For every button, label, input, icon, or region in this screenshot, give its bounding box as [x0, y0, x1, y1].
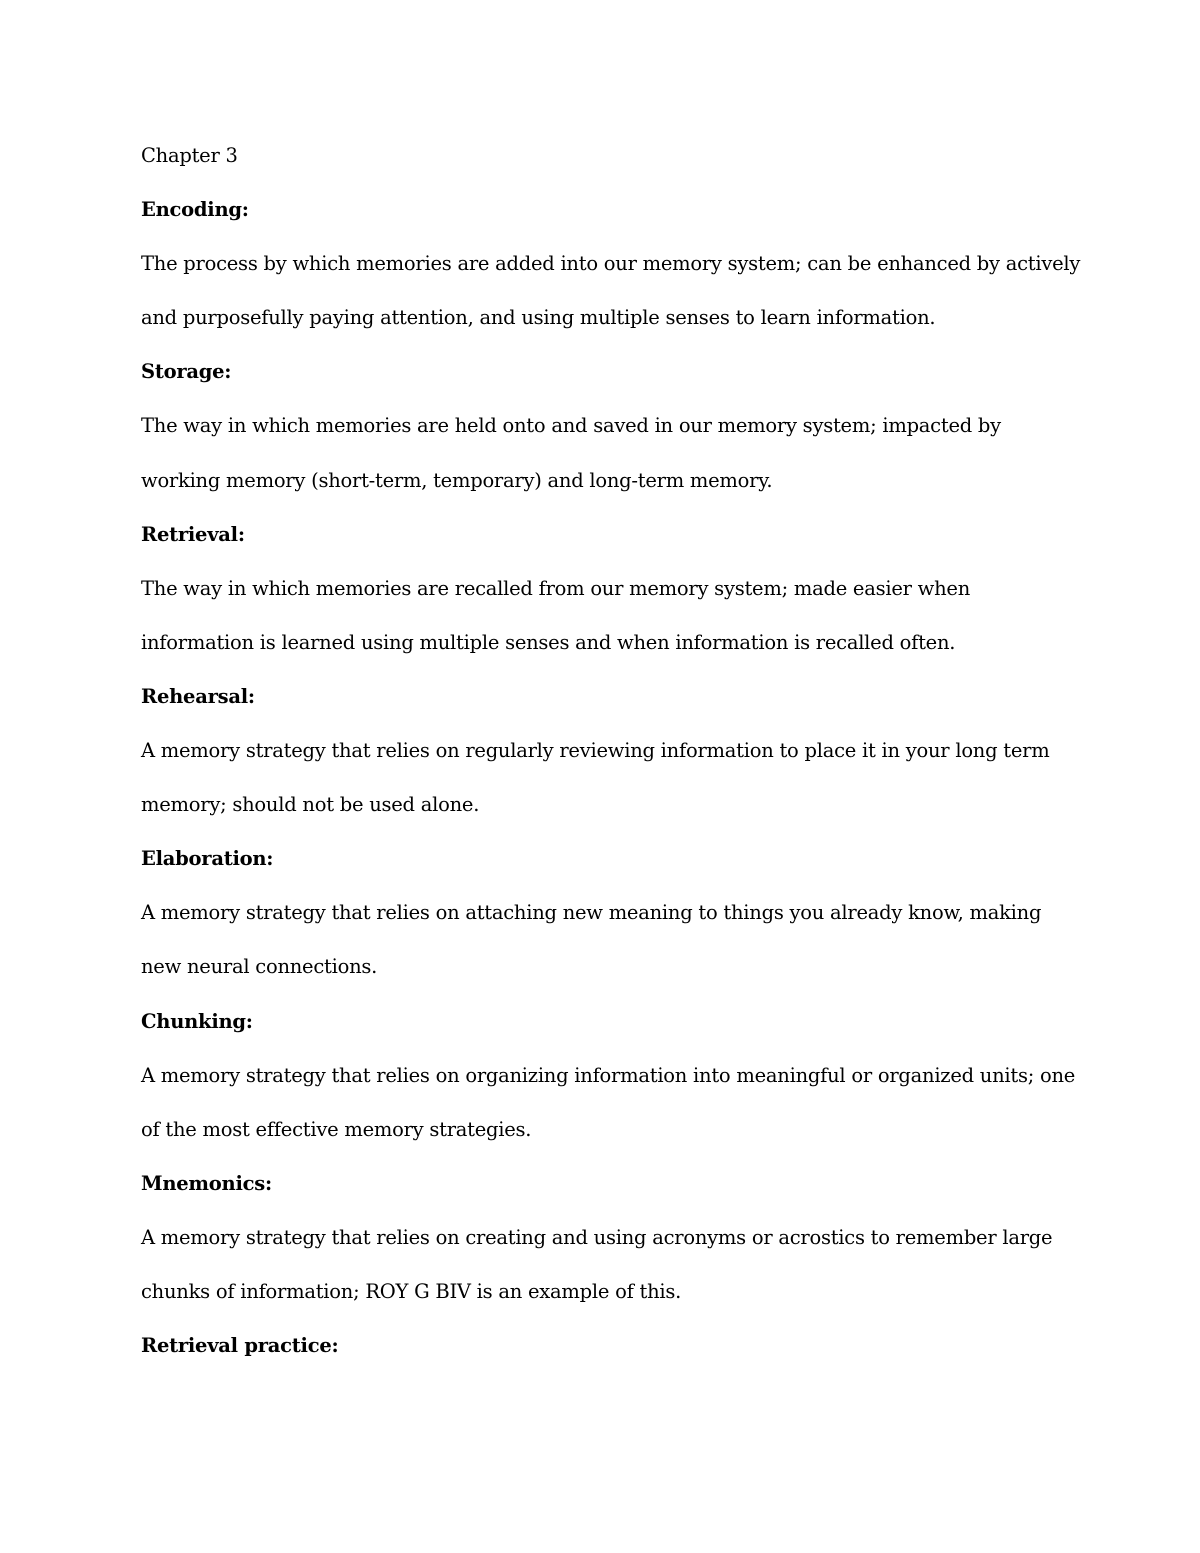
document-body	[141, 139, 1081, 1383]
definition-line: A memory strategy that relies on regularly reviewing information to place it in your long term	[141, 739, 1050, 763]
term-heading-retrieval-practice: Retrieval practice:	[141, 1334, 339, 1358]
definition-line: A memory strategy that relies on organizing information into meaningful or organized units; one	[141, 1063, 1076, 1087]
definition-line: and purposefully paying attention, and using multiple senses to learn information.	[141, 306, 936, 330]
definition-line: new neural connections.	[141, 955, 378, 979]
term-heading-mnemonics: Mnemonics:	[141, 1171, 272, 1195]
term-heading-retrieval: Retrieval:	[141, 522, 245, 546]
definition-line: The process by which memories are added into our memory system; can be enhanced by actively	[141, 252, 1081, 276]
term-heading-elaboration: Elaboration:	[141, 847, 274, 871]
term-heading-rehearsal: Rehearsal:	[141, 684, 255, 708]
definition-line: A memory strategy that relies on creating and using acronyms or acrostics to remember large	[141, 1225, 1053, 1249]
definition-line: memory; should not be used alone.	[141, 793, 480, 817]
definition-line: of the most effective memory strategies.	[141, 1117, 532, 1141]
definition-line: The way in which memories are held onto and saved in our memory system; impacted by	[141, 414, 1001, 438]
term-heading-storage: Storage:	[141, 360, 232, 384]
definition-line: working memory (short-term, temporary) and long-term memory.	[141, 468, 773, 492]
chapter-title: Chapter 3	[141, 144, 238, 167]
definition-line: The way in which memories are recalled from our memory system; made easier when	[141, 576, 971, 600]
definition-line: information is learned using multiple senses and when information is recalled often.	[141, 630, 956, 654]
definition-line: A memory strategy that relies on attaching new meaning to things you already know, making	[141, 901, 1042, 925]
term-heading-chunking: Chunking:	[141, 1009, 253, 1033]
term-heading-encoding: Encoding:	[141, 198, 249, 222]
definition-line: chunks of information; ROY G BIV is an example of this.	[141, 1279, 682, 1303]
